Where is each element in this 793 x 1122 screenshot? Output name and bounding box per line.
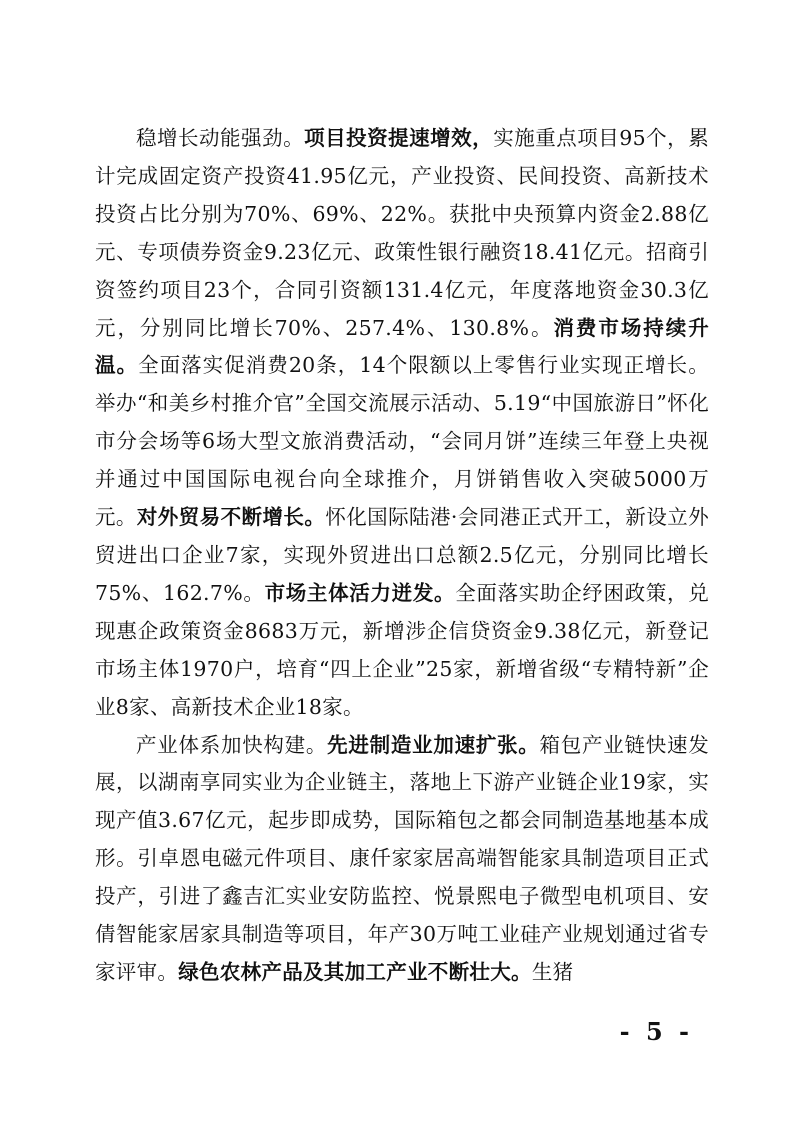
body-text	[95, 120, 709, 992]
paragraph-1-bold-heading-4: 市场主体活力迸发。	[264, 580, 456, 605]
paragraph-1-bold-heading-1: 项目投资提速增效，	[304, 126, 494, 150]
paragraph-1-bold-heading-2: 消费市场持续升温。	[95, 315, 709, 378]
paragraph-1-bold-heading-3: 对外贸易不断增长。	[136, 505, 326, 530]
paragraph-1	[95, 120, 709, 727]
paragraph-2-text-2: 生猪	[531, 959, 574, 984]
paragraph-2-bold-heading-1: 先进制造业加速扩张。	[327, 732, 540, 757]
paragraph-2-text-1: 箱包产业链快速发展，以湖南享同实业为企业链主，落地上下游产业链企业19家，实现产值3.67亿元，起步即成势，国际箱包之都会同制造基地基本成形。引卓恩电磁元件项目、康仟家家居高端智能家具制造项目正式投产，引进了鑫吉汇实业安防监控、悦景熙电子微型电机项目、安倩智能家居家具制造等项目，年产30万吨工业硅产业规划通过省专家评审。	[95, 732, 710, 984]
paragraph-1-text-4: 全面落实助企纾困政策，兑现惠企政策资金8683万元，新增涉企信贷资金9.38亿元，新登记市场主体1970户，培育“四上企业”25家，新增省级“专精特新”企业8家、高新技术企业18家。	[95, 580, 709, 719]
paragraph-1-text-1: 实施重点项目95个，累计完成固定资产投资41.95亿元，产业投资、民间投资、高新技术投资占比分别为70%、69%、22%。获批中央预算内资金2.88亿元、专项债券资金9.23亿元、政策性银行融资18.41亿元。招商引资签约项目23个，合同引资额131.4亿元，年度落地资金30.3亿元，分别同比增长70%、257.4%、130.8%。	[95, 126, 709, 340]
page-number: - 5 -	[619, 1017, 693, 1046]
paragraph-1-text-3: 怀化国际陆港·会同港正式开工，新设立外贸进出口企业7家，实现外贸进出口总额2.5亿元，分别同比增长75%、162.7%。	[95, 505, 709, 605]
paragraph-1-text-2: 全面落实促消费20条，14个限额以上零售行业实现正增长。举办“和美乡村推介官”全国交流展示活动、5.19“中国旅游日”怀化市分会场等6场大型文旅消费活动，“会同月饼”连续三年登上央视并通过中国国际电视台向全球推介，月饼销售收入突破5000万元。	[95, 353, 709, 530]
paragraph-1-lead-heading: 稳增长动能强劲。	[136, 126, 305, 150]
paragraph-2-lead-heading: 产业体系加快构建。	[136, 732, 328, 757]
paragraph-2-bold-heading-2: 绿色农林产品及其加工产业不断壮大。	[178, 959, 532, 984]
paragraph-2	[95, 727, 709, 992]
